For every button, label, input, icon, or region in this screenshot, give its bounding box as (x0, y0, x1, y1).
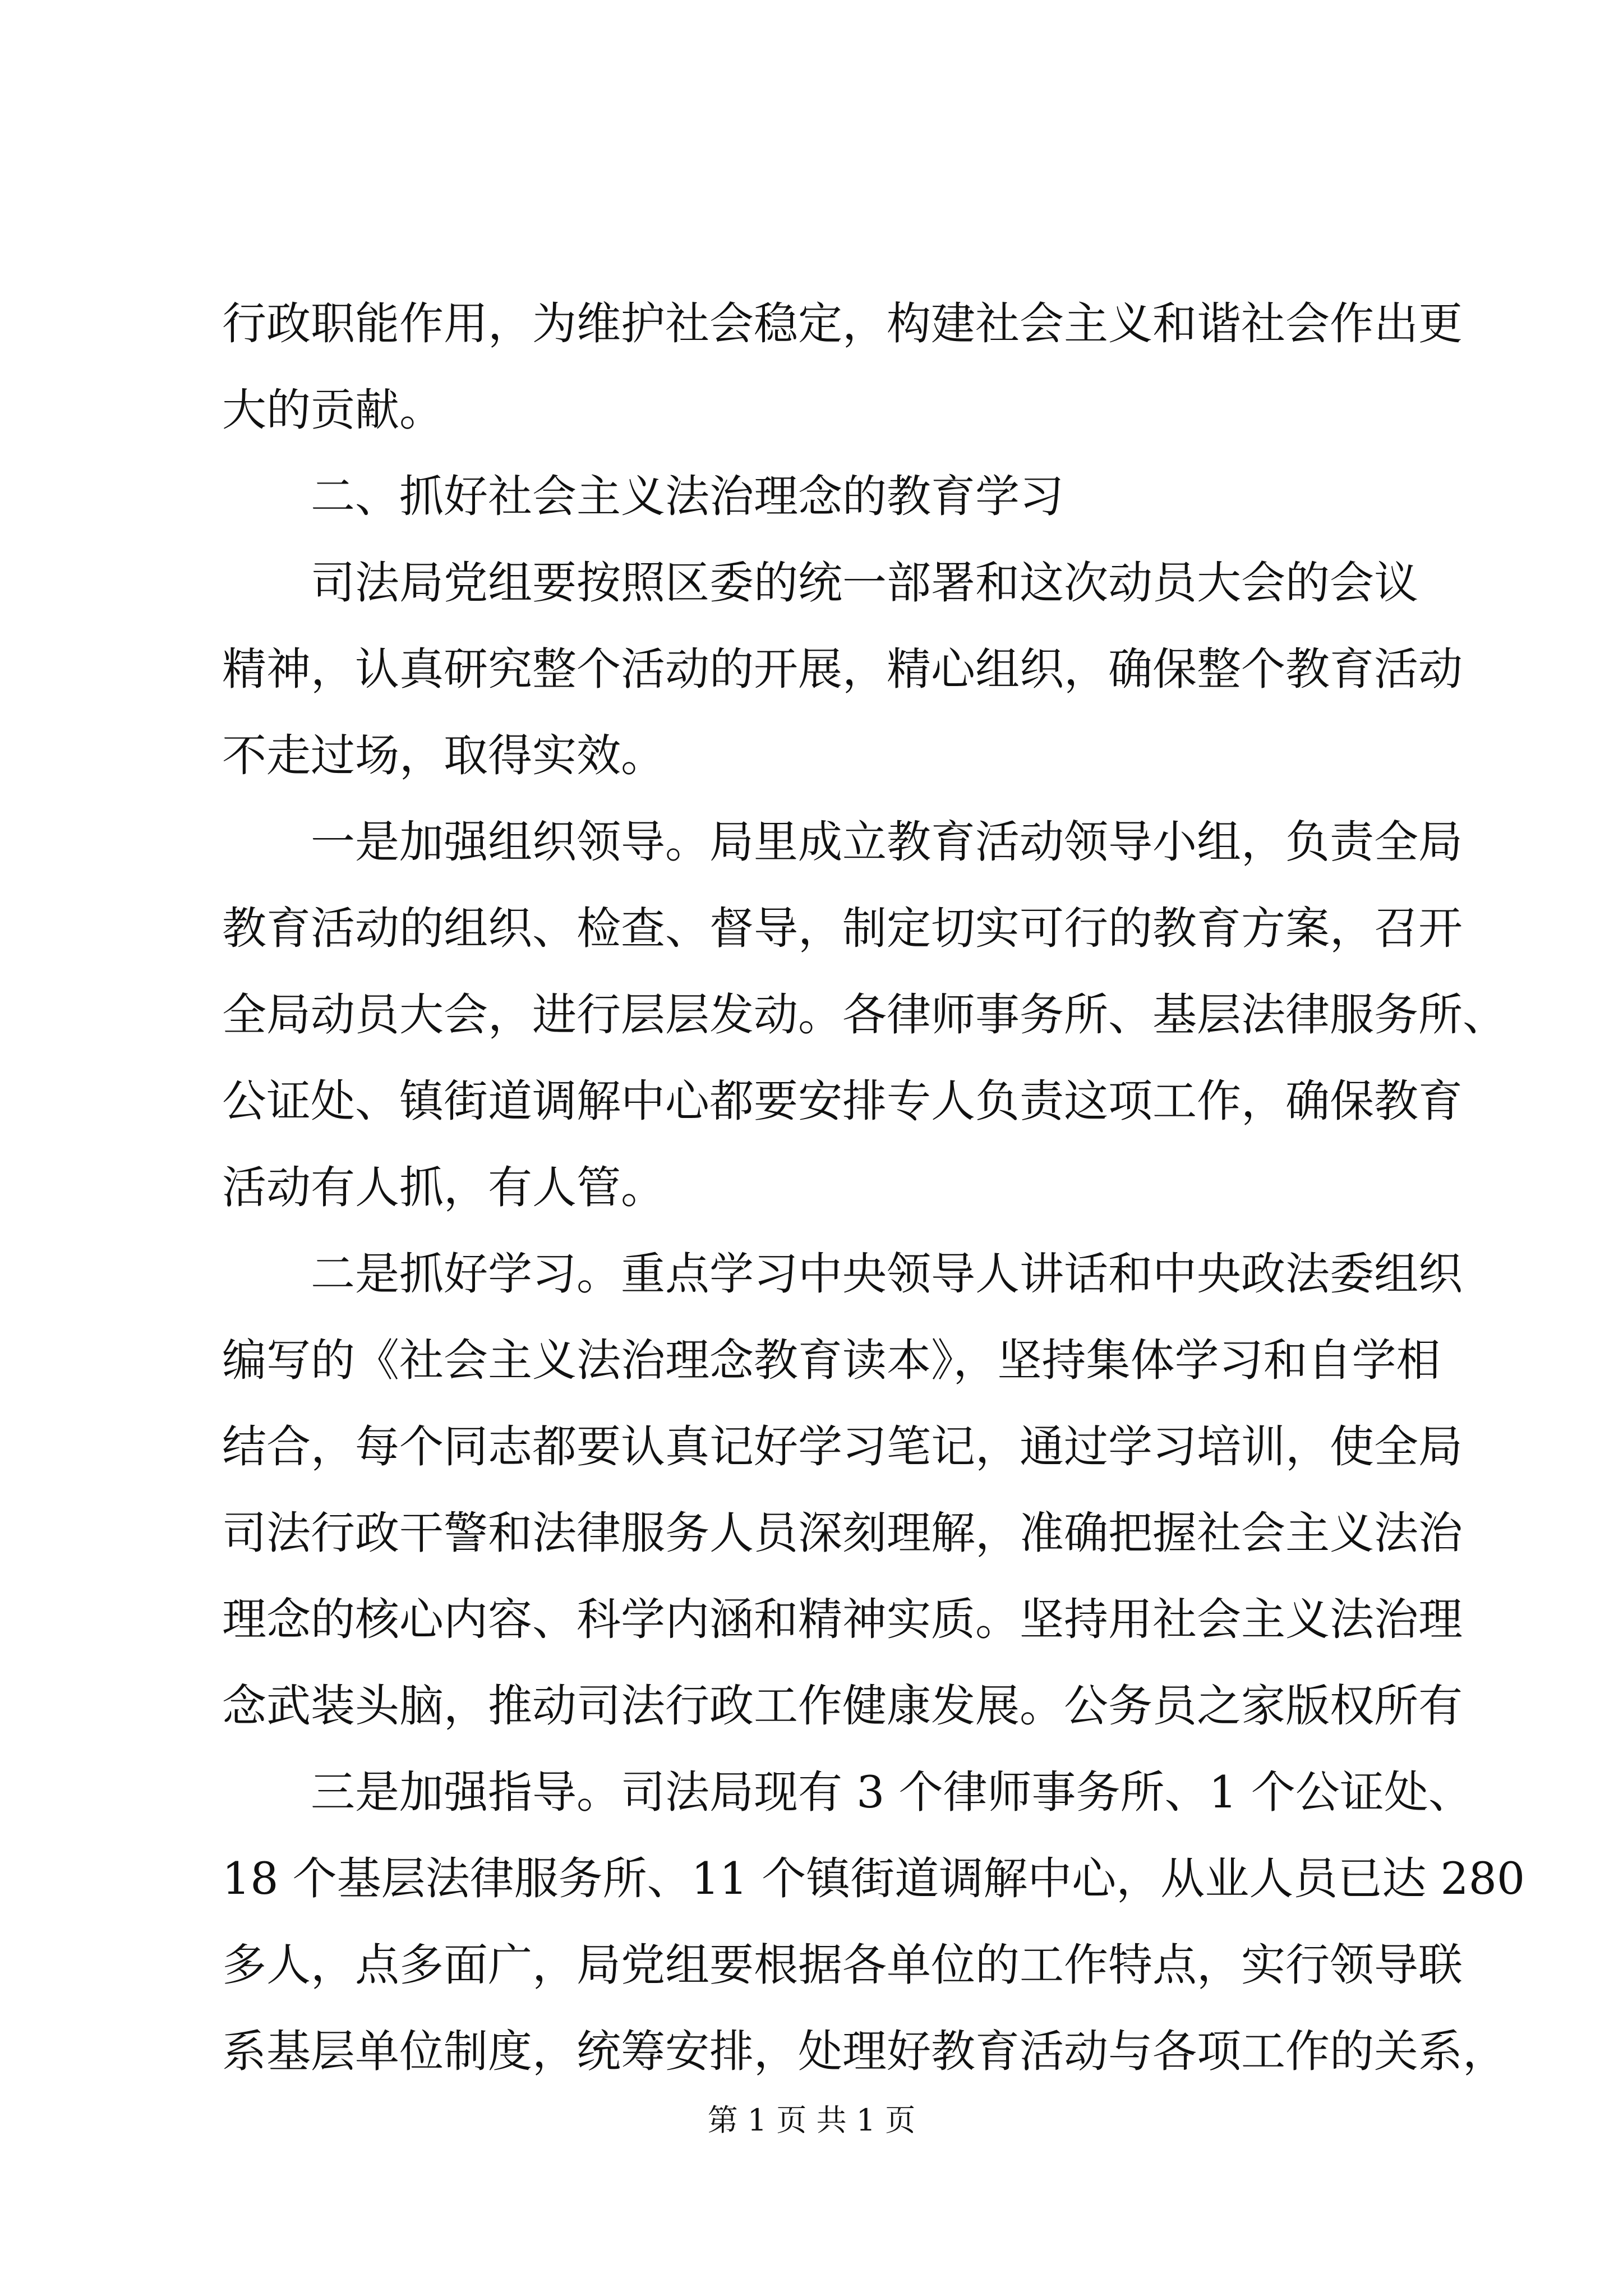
text-line: 全局动员大会，进行层层发动。各律师事务所、基层法律服务所、 (222, 989, 1507, 1041)
text-line: 司法行政干警和法律服务人员深刻理解，准确把握社会主义法治 (222, 1507, 1463, 1559)
text-line: 公证处、镇街道调解中心都要安排专人负责这项工作，确保教育 (222, 1075, 1463, 1127)
text-line: 三是加强指导。司法局现有 3 个律师事务所、1 个公证处、 (311, 1766, 1473, 1818)
text-line: 教育活动的组织、检查、督导，制定切实可行的教育方案，召开 (222, 903, 1463, 954)
text-line: 多人，点多面广，局党组要根据各单位的工作特点，实行领导联 (222, 1939, 1463, 1991)
text-line: 二是抓好学习。重点学习中央领导人讲话和中央政法委组织 (311, 1248, 1463, 1300)
text-line: 精神，认真研究整个活动的开展，精心组织，确保整个教育活动 (222, 643, 1463, 695)
text-line: 念武装头脑，推动司法行政工作健康发展。公务员之家版权所有 (222, 1680, 1463, 1732)
text-line: 大的贡献。 (222, 384, 444, 436)
text-line: 活动有人抓，有人管。 (222, 1162, 665, 1213)
text-line: 系基层单位制度，统筹安排，处理好教育活动与各项工作的关系， (222, 2026, 1507, 2077)
text-line: 18 个基层法律服务所、11 个镇街道调解中心，从业人员已达 280 (222, 1853, 1525, 1904)
text-line: 理念的核心内容、科学内涵和精神实质。坚持用社会主义法治理 (222, 1594, 1463, 1645)
text-line: 一是加强组织领导。局里成立教育活动领导小组，负责全局 (311, 816, 1463, 868)
text-line: 不走过场，取得实效。 (222, 730, 665, 781)
text-line: 行政职能作用，为维护社会稳定，构建社会主义和谐社会作出更 (222, 298, 1463, 349)
text-line: 司法局党组要按照区委的统一部署和这次动员大会的会议 (311, 557, 1418, 609)
text-line: 结合，每个同志都要认真记好学习笔记，通过学习培训，使全局 (222, 1421, 1463, 1473)
section-heading: 二、抓好社会主义法治理念的教育学习 (311, 471, 1064, 522)
page-footer: 第 1 页 共 1 页 (707, 2102, 916, 2138)
document-body (222, 280, 1525, 2095)
text-line: 编写的《社会主义法治理念教育读本》，坚持集体学习和自学相 (222, 1335, 1441, 1386)
